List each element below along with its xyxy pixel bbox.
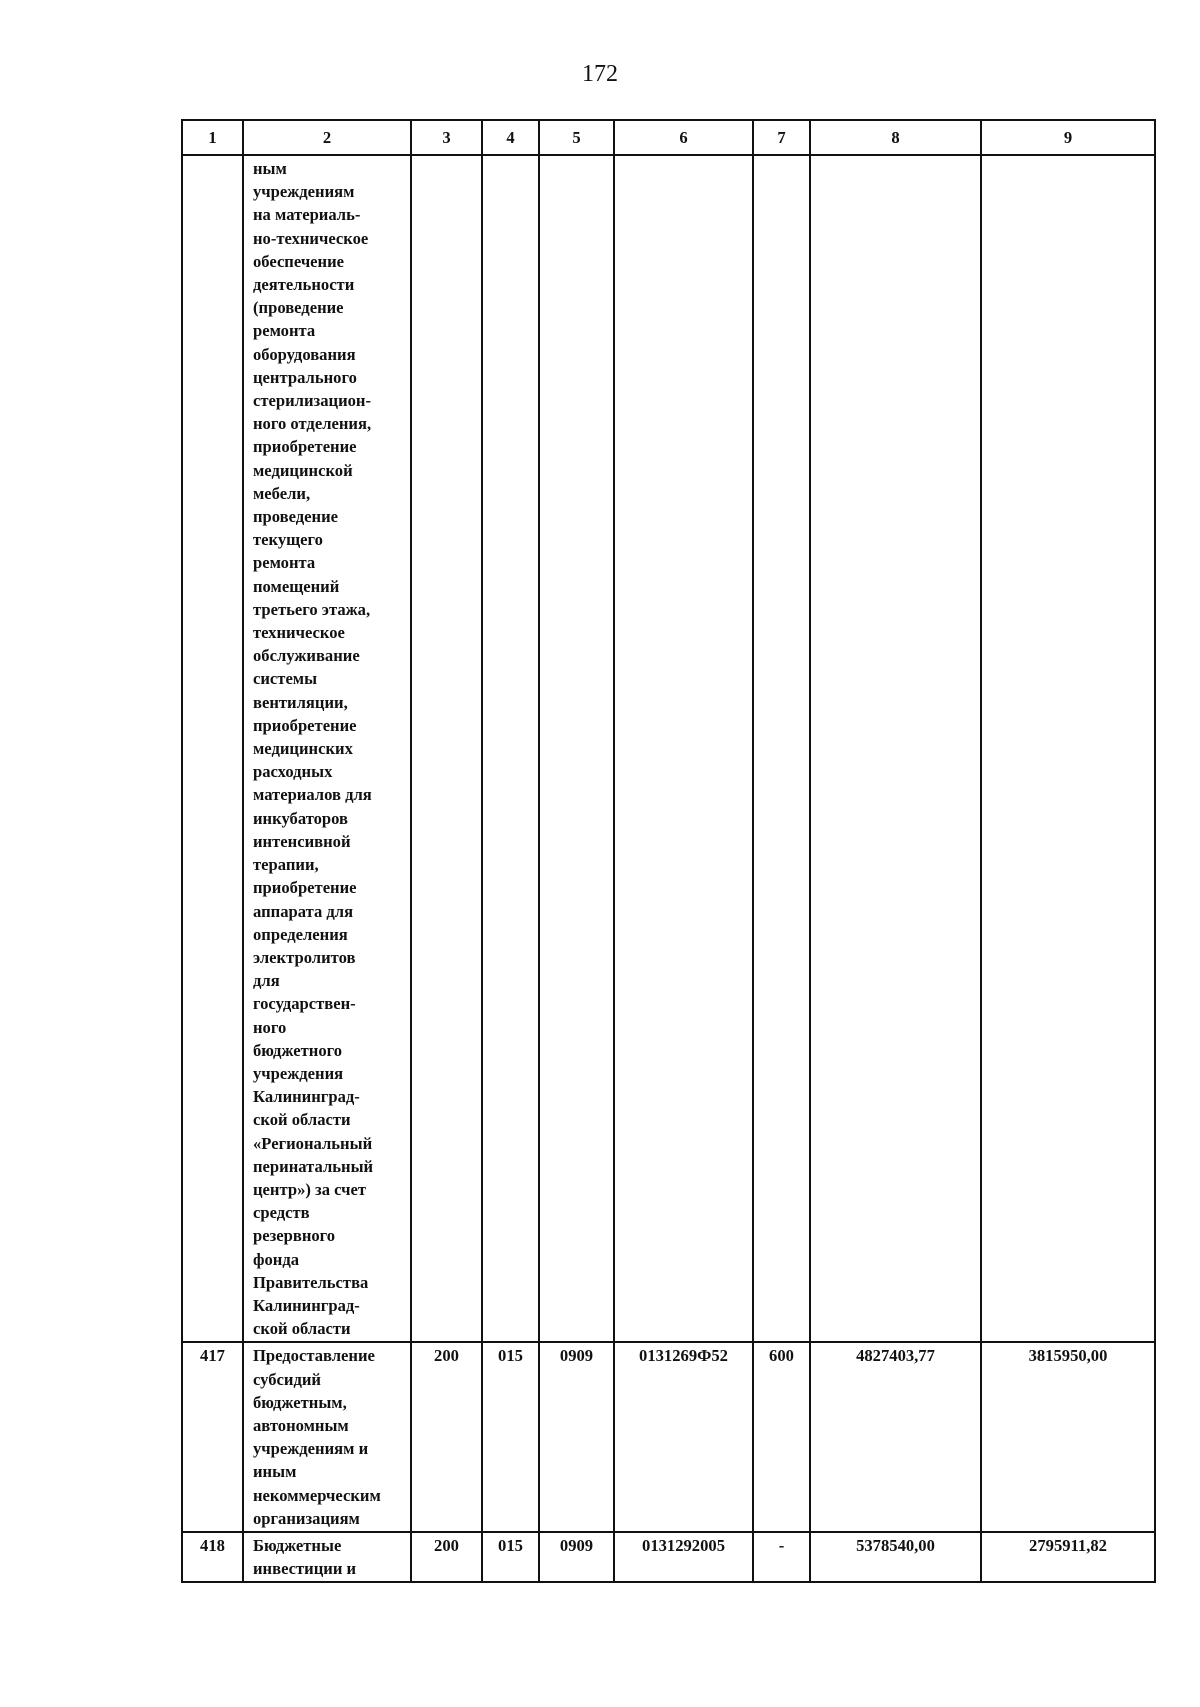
cell-col-5: 0909 — [539, 1342, 614, 1532]
cell-col-3: 200 — [411, 1532, 482, 1582]
column-header: 5 — [539, 120, 614, 155]
cell-col-9: 2795911,82 — [981, 1532, 1155, 1582]
cell-col-6 — [614, 155, 753, 1342]
cell-col-5 — [539, 155, 614, 1342]
cell-col-4 — [482, 155, 539, 1342]
row-number-cell: 418 — [182, 1532, 243, 1582]
cell-col-3 — [411, 155, 482, 1342]
budget-table — [181, 119, 1156, 1583]
column-header: 3 — [411, 120, 482, 155]
column-header: 8 — [810, 120, 981, 155]
table-row — [182, 155, 1155, 1342]
cell-col-6: 0131269Ф52 — [614, 1342, 753, 1532]
cell-col-9: 3815950,00 — [981, 1342, 1155, 1532]
cell-col-9 — [981, 155, 1155, 1342]
table-header-row — [182, 120, 1155, 155]
cell-col-5: 0909 — [539, 1532, 614, 1582]
cell-col-8 — [810, 155, 981, 1342]
cell-col-8: 5378540,00 — [810, 1532, 981, 1582]
table-row — [182, 1342, 1155, 1532]
column-header: 7 — [753, 120, 810, 155]
column-header: 4 — [482, 120, 539, 155]
cell-col-3: 200 — [411, 1342, 482, 1532]
cell-col-7: - — [753, 1532, 810, 1582]
cell-col-6: 0131292005 — [614, 1532, 753, 1582]
cell-col-7: 600 — [753, 1342, 810, 1532]
cell-col-4: 015 — [482, 1342, 539, 1532]
description-cell: Бюджетные инвестиции и — [243, 1532, 411, 1582]
description-cell: Предоставление субсидий бюджетным, автономным учреждениям и иным некоммерческим организациям — [243, 1342, 411, 1532]
page-number: 172 — [582, 61, 618, 87]
column-header: 6 — [614, 120, 753, 155]
table-row — [182, 1532, 1155, 1582]
cell-col-7 — [753, 155, 810, 1342]
cell-col-4: 015 — [482, 1532, 539, 1582]
row-number-cell: 417 — [182, 1342, 243, 1532]
column-header: 2 — [243, 120, 411, 155]
description-cell: ным учреждениям на материаль- но-техническое обеспечение деятельности (проведение ремонта оборудования центрального стерилизацион- ного отделения, приобретение медицинской мебели, проведение текущего ремонта помещений третьего этажа, техническое обслуживание системы вентиляции, приобретение медицинских расходных материалов для инкубаторов интенсивной терапии, приобретение аппарата для определения электролитов для государствен- ного бюджетного учреждения Калининград- ской области «Региональный перинатальный центр») за счет средств резервного фонда Правительства Калининград- ской области — [243, 155, 411, 1342]
column-header: 9 — [981, 120, 1155, 155]
column-header: 1 — [182, 120, 243, 155]
cell-col-8: 4827403,77 — [810, 1342, 981, 1532]
row-number-cell — [182, 155, 243, 1342]
